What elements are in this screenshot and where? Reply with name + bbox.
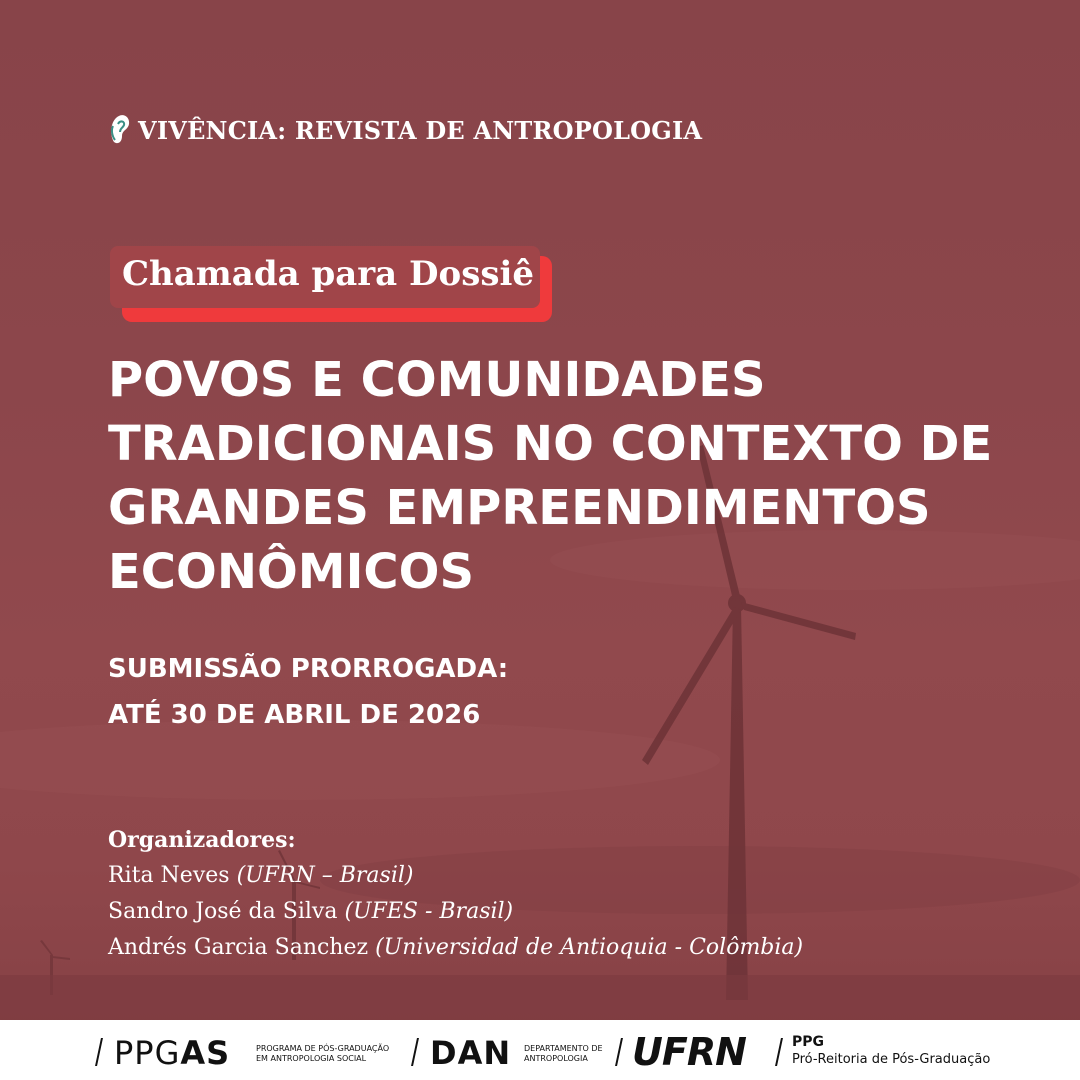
divider — [775, 1038, 783, 1066]
organizers-heading: Organizadores: — [108, 827, 296, 853]
deadline-status: SUBMISSÃO PRORROGADA: — [108, 654, 509, 684]
title-line: TRADICIONAIS NO CONTEXTO DE — [108, 416, 993, 472]
ppgas-prefix: PPG — [114, 1034, 181, 1072]
dan-subtitle-1: DEPARTAMENTO DE — [524, 1044, 603, 1053]
deadline-date: ATÉ 30 DE ABRIL DE 2026 — [108, 700, 481, 730]
dan-subtitle-2: ANTROPOLOGIA — [524, 1054, 588, 1063]
ppgas-bold: AS — [180, 1034, 231, 1072]
ppg-label: PPG — [792, 1034, 825, 1050]
title-line: POVOS E COMUNIDADES — [108, 352, 766, 408]
ufrn-logo: UFRN — [632, 1030, 746, 1074]
call-badge — [110, 246, 552, 324]
ear-icon — [108, 112, 132, 148]
title-line: GRANDES EMPREENDIMENTOS — [108, 480, 931, 536]
divider — [95, 1038, 103, 1066]
journal-name: VIVÊNCIA: REVISTA DE ANTROPOLOGIA — [138, 115, 703, 145]
page-title — [108, 348, 993, 604]
organizer-affiliation: (UFRN – Brasil) — [236, 863, 414, 888]
dan-name: DAN — [430, 1034, 512, 1072]
organizer-affiliation: (UFES - Brasil) — [344, 899, 514, 924]
ppgas-subtitle-2: EM ANTROPOLOGIA SOCIAL — [256, 1054, 367, 1063]
journal-header — [108, 112, 702, 148]
footer-logos — [0, 1020, 1080, 1080]
call-label: Chamada para Dossiê — [122, 254, 535, 294]
divider — [615, 1038, 623, 1066]
organizer-item — [108, 930, 803, 966]
ppg-subtitle: Pró-Reitoria de Pós-Graduação — [792, 1052, 991, 1067]
deadline — [108, 646, 508, 738]
organizer-item — [108, 894, 803, 930]
organizer-name: Rita Neves — [108, 863, 230, 888]
divider — [411, 1038, 419, 1066]
organizers — [108, 822, 803, 966]
title-line: ECONÔMICOS — [108, 544, 475, 600]
organizer-name: Sandro José da Silva — [108, 899, 338, 924]
ppgas-subtitle-1: PROGRAMA DE PÓS-GRADUAÇÃO — [256, 1044, 390, 1053]
call-badge-box — [110, 246, 540, 308]
organizer-name: Andrés Garcia Sanchez — [108, 935, 369, 960]
organizer-affiliation: (Universidad de Antioquia - Colômbia) — [375, 935, 804, 960]
organizer-item — [108, 858, 803, 894]
